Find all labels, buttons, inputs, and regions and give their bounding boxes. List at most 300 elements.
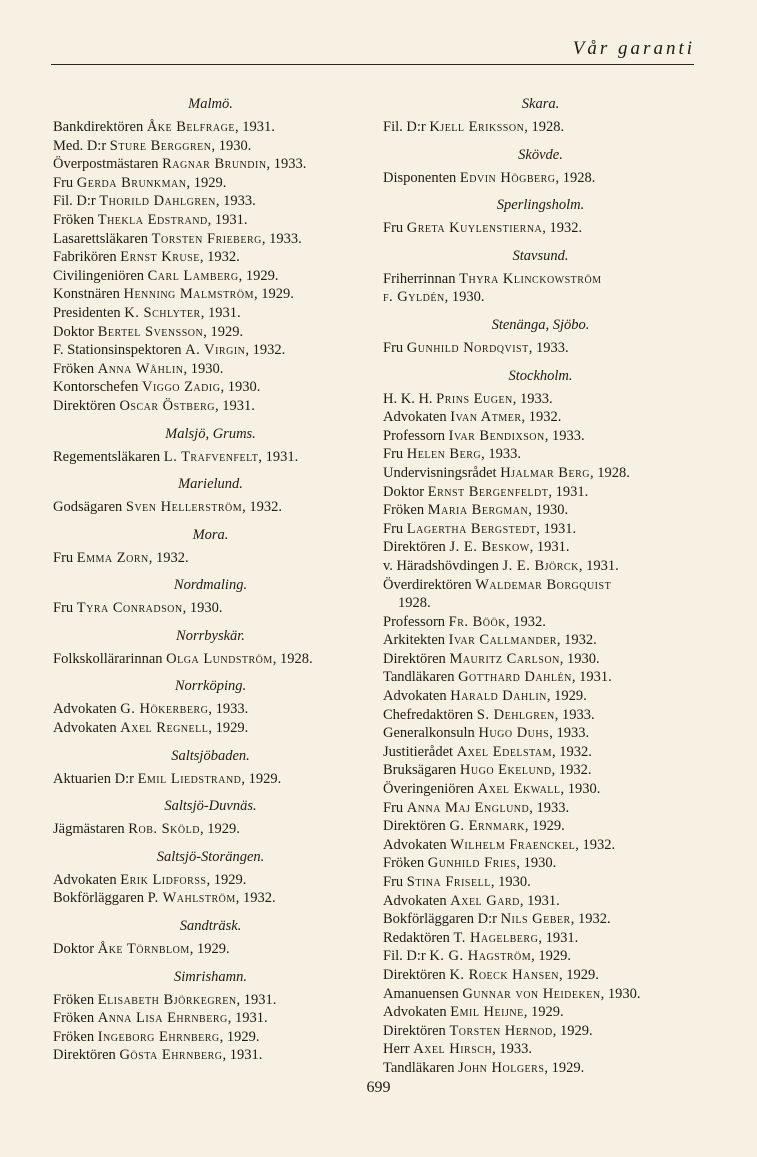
entry-name: Edvin Högberg xyxy=(459,169,556,186)
guarantor-entry: Civilingeniören Carl Lamberg, 1929. xyxy=(53,267,279,284)
entry-name: L. Trafvenfelt xyxy=(163,448,259,465)
guarantor-entry: H. K. H. Prins Eugen, 1933. xyxy=(383,390,553,407)
entry-year: 1933 xyxy=(536,799,566,816)
entry-year: 1929 xyxy=(226,1028,256,1045)
entry-name: Åke Törnblom xyxy=(97,941,190,958)
entry-name: A. Virgin xyxy=(185,342,246,359)
entry-year: 1932 xyxy=(549,220,579,237)
entry-title: Fru xyxy=(383,799,404,816)
guarantor-entry: Advokaten Axel Gard, 1931. xyxy=(383,892,560,909)
entry-year: 1929 xyxy=(538,948,568,965)
entry-title: Advokaten xyxy=(383,688,447,705)
guarantor-entry: Generalkonsuln Hugo Duhs, 1933. xyxy=(383,725,590,742)
entry-name: Ingeborg Ehrnberg xyxy=(97,1028,220,1045)
entry-name: Sven Hellerström xyxy=(125,499,243,516)
entry-year: 1930 xyxy=(218,137,248,154)
guarantor-entry: Direktören J. E. Beskow, 1931. xyxy=(383,539,570,556)
entry-year: 1933 xyxy=(520,390,550,407)
guarantor-entry: Doktor Ernst Bergenfeldt, 1931. xyxy=(383,483,589,500)
entry-name: Thekla Edstrand xyxy=(97,211,208,228)
entry-year: 1933 xyxy=(535,339,565,356)
entry-title: Folkskollärarinnan xyxy=(53,650,163,667)
entry-name: Axel Regnell xyxy=(120,720,209,737)
entry-title: Bankdirektören xyxy=(53,119,144,135)
guarantor-entry: Fil. D:r Thorild Dahlgren, 1933. xyxy=(53,193,256,210)
entry-name: Fr. Böök xyxy=(448,613,506,630)
entry-title: Advokaten xyxy=(383,409,447,426)
entry-name: Ivar Bendixson xyxy=(448,427,545,444)
entry-title: Advokaten xyxy=(383,892,447,909)
entry-title: Fru xyxy=(53,549,74,566)
guarantor-entry: Överingeniören Axel Ekwall, 1930. xyxy=(383,781,601,798)
entry-name: Helen Berg xyxy=(406,446,482,463)
place-heading: Saltsjö-Storängen. xyxy=(156,848,265,865)
entry-title: Kontorschefen xyxy=(53,379,139,396)
entry-name: Carl Lamberg xyxy=(147,267,239,284)
entry-year: 1929 xyxy=(245,267,275,284)
right-column xyxy=(383,95,698,1078)
guarantor-entry-continued: f. Gyldén, 1930. xyxy=(383,289,485,306)
entry-name: Axel Gard xyxy=(450,892,520,909)
entry-name: Emil Heijne xyxy=(450,1004,524,1021)
guarantor-entry: Fröken Anna Lisa Ehrnberg, 1931. xyxy=(53,1010,268,1027)
entry-year: 1933 xyxy=(551,427,581,444)
guarantor-entry: Aktuarien D:r Emil Liedstrand, 1929. xyxy=(53,770,282,787)
guarantor-entry: Advokaten Harald Dahlin, 1929. xyxy=(383,688,587,705)
entry-name: Gerda Brunkman xyxy=(76,174,187,191)
entry-title: Bruksägaren xyxy=(383,762,457,779)
entry-name: Hugo Duhs xyxy=(478,725,550,742)
entry-title: Presidenten xyxy=(53,304,121,321)
entry-name: Viggo Zadig xyxy=(141,379,221,396)
guarantor-entry: Fru Gerda Brunkman, 1929. xyxy=(53,174,227,191)
entry-title: Professorn xyxy=(383,427,446,444)
guarantor-entry: Advokaten Erik Lidforss, 1929. xyxy=(53,871,247,888)
entry-name: Elisabeth Björkegren xyxy=(97,991,237,1008)
entry-year: 1929 xyxy=(559,1022,589,1039)
entry-name: Greta Kuylenstierna xyxy=(406,220,543,237)
entry-year: 1933 xyxy=(273,156,303,173)
entry-name: Bertel Svensson xyxy=(97,323,204,340)
guarantor-entry: Herr Axel Hirsch, 1933. xyxy=(383,1041,533,1058)
entry-title: Fru xyxy=(53,174,74,191)
entry-name: Olga Lundström xyxy=(166,650,273,667)
guarantor-entry-continued: 1928. xyxy=(398,595,431,612)
entry-year: 1933 xyxy=(223,193,253,210)
guarantor-entry: Direktören Oscar Östberg, 1931. xyxy=(53,397,255,414)
entry-year: 1931 xyxy=(545,929,575,946)
guarantor-entry: Doktor Bertel Svensson, 1929. xyxy=(53,323,244,340)
entry-title: Godsägaren xyxy=(53,499,123,516)
entry-title: Tandläkaren xyxy=(383,669,455,686)
guarantor-entry: Advokaten G. Hökerberg, 1933. xyxy=(53,701,249,718)
guarantor-entry: Fru Greta Kuylenstierna, 1932. xyxy=(383,220,583,237)
guarantor-entry: Justitierådet Axel Edelstam, 1932. xyxy=(383,743,592,760)
entry-year: 1931 xyxy=(579,669,609,686)
entry-title: Direktören xyxy=(383,818,446,835)
guarantor-entry: Advokaten Ivan Atmer, 1932. xyxy=(383,409,562,426)
entry-title: Advokaten xyxy=(383,836,447,853)
guarantor-entry: Presidenten K. Schlyter, 1931. xyxy=(53,304,241,321)
entry-year: 1931 xyxy=(229,1047,259,1064)
entry-title: Disponenten xyxy=(383,169,457,186)
entry-name: Ernst Kruse xyxy=(120,249,200,266)
entry-name: Åke Belfrage xyxy=(146,119,235,135)
entry-title: Direktören xyxy=(53,1047,116,1064)
entry-name: K. G. Hagström xyxy=(429,948,532,965)
entry-year: 1928 xyxy=(280,650,310,667)
entry-year: 1932 xyxy=(207,249,237,266)
entry-year: 1929 xyxy=(248,770,278,787)
entry-name: Kjell Eriksson xyxy=(429,119,525,135)
guarantor-entry: Direktören Gösta Ehrnberg, 1931. xyxy=(53,1047,263,1064)
guarantor-entry: Tandläkaren John Holgers, 1929. xyxy=(383,1059,585,1076)
entry-title: Advokaten xyxy=(53,871,117,888)
entry-year: 1929 xyxy=(532,818,562,835)
guarantor-entry: F. Stationsinspektoren A. Virgin, 1932. xyxy=(53,342,286,359)
entry-year: 1931 xyxy=(265,448,295,465)
entry-name: Anna Lisa Ehrnberg xyxy=(97,1010,228,1027)
guarantor-entry: Konstnären Henning Malmström, 1929. xyxy=(53,286,294,303)
entry-name: K. Schlyter xyxy=(124,304,201,321)
entry-title: Redaktören xyxy=(383,929,450,946)
entry-name: S. Dehlgren xyxy=(476,706,555,723)
entry-year: 1929 xyxy=(215,720,245,737)
entry-year: 1931 xyxy=(243,991,273,1008)
entry-title: Fru xyxy=(383,446,404,463)
entry-year: 1929 xyxy=(551,1059,581,1076)
entry-title: Professorn xyxy=(383,613,446,630)
entry-year: 1930 xyxy=(567,781,597,798)
guarantor-entry: Kontorschefen Viggo Zadig, 1930. xyxy=(53,379,261,396)
entry-name: G. Hökerberg xyxy=(120,701,209,718)
entry-year: 1931 xyxy=(555,483,585,500)
entry-name: Ragnar Brundin xyxy=(162,156,267,173)
guarantor-entry: Fröken Maria Bergman, 1930. xyxy=(383,502,569,519)
entry-name: Henning Malmström xyxy=(123,286,254,303)
entry-name: Oscar Östberg xyxy=(119,397,215,414)
place-heading: Saltsjö-Duvnäs. xyxy=(164,798,257,815)
guarantor-entry: Fröken Anna Wåhlin, 1930. xyxy=(53,360,224,377)
entry-title: Justitierådet xyxy=(383,743,454,760)
place-heading: Skara. xyxy=(521,96,560,112)
entry-year: 1932 xyxy=(564,632,594,649)
entry-year: 1931 xyxy=(222,397,252,414)
entry-name: Mauritz Carlson xyxy=(449,650,560,667)
entry-title: v. Häradshövdingen xyxy=(383,557,499,574)
place-heading: Stavsund. xyxy=(512,247,569,264)
entry-title: Amanuensen xyxy=(383,985,459,1002)
guarantor-entry: Bruksägaren Hugo Ekelund, 1932. xyxy=(383,762,592,779)
guarantor-entry: Fröken Ingeborg Ehrnberg, 1929. xyxy=(53,1028,260,1045)
entry-name: Stina Frisell xyxy=(406,874,491,890)
entry-year: 1930 xyxy=(451,289,481,306)
entry-title: Direktören xyxy=(383,1022,446,1039)
guarantor-entry: Professorn Ivar Bendixson, 1933. xyxy=(383,427,585,444)
entry-title: F. Stationsinspektoren xyxy=(53,342,182,359)
entry-title: Fröken xyxy=(53,991,95,1008)
entry-title: Fil. D:r xyxy=(383,119,426,135)
entry-year: 1932 xyxy=(249,499,279,516)
guarantor-entry: Fil. D:r Kjell Eriksson, 1928. xyxy=(383,119,565,135)
entry-title: Överpostmästaren xyxy=(53,156,159,173)
entry-name: Emil Liedstrand xyxy=(137,770,242,787)
entry-year: 1930 xyxy=(498,874,528,890)
entry-title: Aktuarien D:r xyxy=(53,770,134,787)
entry-year: 1932 xyxy=(513,613,543,630)
entry-title: Herr xyxy=(383,1041,410,1058)
entry-year: 1932 xyxy=(577,911,607,928)
entry-name: Thorild Dahlgren xyxy=(99,193,216,210)
guarantor-entry: Fabrikören Ernst Kruse, 1932. xyxy=(53,249,240,266)
entry-name: Gunhild Nordqvist xyxy=(406,339,529,356)
entry-year: 1933 xyxy=(269,230,299,247)
entry-name: Ivan Atmer xyxy=(450,409,522,426)
guarantor-entry: Fröken Thekla Edstrand, 1931. xyxy=(53,211,248,228)
place-heading: Stenänga, Sjöbo. xyxy=(491,316,590,333)
guarantor-entry: Direktören Torsten Hernod, 1929. xyxy=(383,1022,593,1039)
entry-title: Bokförläggaren D:r xyxy=(383,911,497,928)
guarantor-entry: Fru Helen Berg, 1933. xyxy=(383,446,521,463)
guarantor-entry: Chefredaktören S. Dehlgren, 1933. xyxy=(383,706,595,723)
entry-name: Wilhelm Fraenckel xyxy=(450,836,576,853)
entry-year: 1933 xyxy=(488,446,518,463)
guarantor-entry: Jägmästaren Rob. Sköld, 1929. xyxy=(53,821,240,838)
entry-title: Fabrikören xyxy=(53,249,117,266)
place-heading: Malmö. xyxy=(188,96,233,112)
entry-year: 1933 xyxy=(556,725,586,742)
place-heading: Sandträsk. xyxy=(179,918,242,935)
entry-year: 1929 xyxy=(207,821,237,838)
entry-name: J. E. Beskow xyxy=(449,539,530,556)
entry-name: Emma Zorn xyxy=(76,549,149,566)
guarantor-entry: Fru Anna Maj Englund, 1933. xyxy=(383,799,570,816)
guarantor-entry: Fröken Gunhild Fries, 1930. xyxy=(383,855,557,872)
guarantor-entry: Advokaten Wilhelm Fraenckel, 1932. xyxy=(383,836,616,853)
guarantor-entry: Redaktören T. Hagelberg, 1931. xyxy=(383,929,579,946)
entry-year: 1931 xyxy=(234,1010,264,1027)
guarantor-entry: Fil. D:r K. G. Hagström, 1929. xyxy=(383,948,572,965)
entry-year: 1929 xyxy=(530,1004,560,1021)
entry-title: Fröken xyxy=(53,1010,95,1027)
entry-title: H. K. H. xyxy=(383,390,433,407)
entry-title: Advokaten xyxy=(53,720,117,737)
entry-title: Advokaten xyxy=(53,701,117,718)
entry-year: 1933 xyxy=(215,701,245,718)
guarantor-entry: Fru Tyra Conradson, 1930. xyxy=(53,600,223,617)
entry-title: Överingeniören xyxy=(383,781,474,798)
entry-name: Anna Maj Englund xyxy=(406,799,530,816)
entry-year: 1930 xyxy=(189,600,219,617)
entry-name: Tyra Conradson xyxy=(76,600,183,617)
entry-name: Nils Geber xyxy=(500,911,571,928)
guarantor-entry: Advokaten Emil Heijne, 1929. xyxy=(383,1004,564,1021)
entry-name: Ernst Bergenfeldt xyxy=(427,483,549,500)
place-heading: Norrbyskär. xyxy=(176,627,245,644)
entry-year: 1929 xyxy=(210,323,240,340)
entry-title: Doktor xyxy=(53,941,95,958)
entry-name: Gunhild Fries xyxy=(427,855,517,872)
entry-year: 1932 xyxy=(582,836,612,853)
entry-title: Civilingeniören xyxy=(53,267,145,284)
entry-name: Torsten Hernod xyxy=(449,1022,553,1039)
place-heading: Mora. xyxy=(192,526,229,543)
entry-name: Axel Ekwall xyxy=(477,781,561,798)
entry-title: Jägmästaren xyxy=(53,821,125,838)
entry-name: Gösta Ehrnberg xyxy=(119,1047,223,1064)
entry-name: Ivar Callmander xyxy=(448,632,557,649)
entry-year: 1930 xyxy=(535,502,565,519)
entry-year: 1933 xyxy=(499,1041,529,1058)
entry-title: Doktor xyxy=(53,323,95,340)
guarantor-entry: Undervisningsrådet Hjalmar Berg, 1928. xyxy=(383,464,630,481)
entry-name: Lagertha Bergstedt xyxy=(406,520,537,537)
place-heading: Norrköping. xyxy=(174,678,247,695)
guarantor-entry: Disponenten Edvin Högberg, 1928. xyxy=(383,169,596,186)
running-header: Vår garanti xyxy=(572,38,695,59)
guarantor-entry: Bokförläggaren P. Wahlström, 1932. xyxy=(53,890,276,907)
entry-name: Hjalmar Berg xyxy=(500,464,590,481)
guarantor-entry: Tandläkaren Gotthard Dahlén, 1931. xyxy=(383,669,612,686)
entry-title: Chefredaktören xyxy=(383,706,474,723)
entry-title: Fru xyxy=(383,339,404,356)
entry-title: Regementsläkaren xyxy=(53,448,161,465)
entry-title: Undervisningsrådet xyxy=(383,464,497,481)
entry-year: 1932 xyxy=(558,762,588,779)
guarantor-entry: Doktor Åke Törnblom, 1929. xyxy=(53,941,230,958)
guarantor-entry: Bankdirektören Åke Belfrage, 1931. xyxy=(53,119,275,135)
guarantor-entry: v. Häradshövdingen J. E. Björck, 1931. xyxy=(383,557,619,574)
entry-year: 1928 xyxy=(562,169,592,186)
guarantor-entry: Med. D:r Sture Berggren, 1930. xyxy=(53,137,252,154)
entry-title: Direktören xyxy=(383,966,446,983)
entry-title: Advokaten xyxy=(383,1004,447,1021)
entry-name: Waldemar Borgquist xyxy=(475,576,612,593)
guarantor-entry: Arkitekten Ivar Callmander, 1932. xyxy=(383,632,597,649)
entry-name: G. Ernmark xyxy=(449,818,525,835)
entry-title: Fru xyxy=(53,600,74,617)
entry-title: Fröken xyxy=(53,1028,95,1045)
entry-year: 1931 xyxy=(207,304,237,321)
entry-year: 1930 xyxy=(190,360,220,377)
entry-year: 1928 xyxy=(398,595,427,612)
entry-title: Bokförläggaren xyxy=(53,890,144,907)
guarantor-entry: Fru Stina Frisell, 1930. xyxy=(383,874,531,890)
place-heading: Marielund. xyxy=(178,476,243,493)
entry-title: Friherrinnan xyxy=(383,270,456,287)
entry-title: Konstnären xyxy=(53,286,120,303)
entry-year: 1932 xyxy=(243,890,273,907)
guarantor-entry: Amanuensen Gunnar von Heideken, 1930. xyxy=(383,985,641,1002)
entry-name: Axel Edelstam xyxy=(456,743,553,760)
left-column xyxy=(53,95,368,1065)
entry-name: Torsten Frieberg xyxy=(151,230,262,247)
entry-year: 1929 xyxy=(213,871,243,888)
entry-title: Generalkonsuln xyxy=(383,725,475,742)
place-heading: Nordmaling. xyxy=(173,577,248,594)
place-heading: Skövde. xyxy=(518,146,563,163)
guarantor-entry: Överpostmästaren Ragnar Brundin, 1933. xyxy=(53,156,307,173)
entry-year: 1931 xyxy=(527,892,557,909)
entry-title: Fröken xyxy=(383,855,425,872)
entry-year: 1931 xyxy=(543,520,573,537)
entry-year: 1929 xyxy=(197,941,226,958)
entry-year: 1933 xyxy=(562,706,592,723)
entry-year: 1929 xyxy=(554,688,584,705)
entry-title: Direktören xyxy=(383,539,446,556)
place-heading: Malsjö, Grums. xyxy=(165,425,256,442)
place-heading: Saltsjöbaden. xyxy=(171,747,250,764)
guarantor-entry: Folkskollärarinnan Olga Lundström, 1928. xyxy=(53,650,313,667)
entry-title: Lasarettsläkaren xyxy=(53,230,149,247)
place-heading: Sperlingsholm. xyxy=(496,197,585,214)
entry-name: Gunnar von Heideken xyxy=(462,985,601,1002)
guarantor-entry: Fru Lagertha Bergstedt, 1931. xyxy=(383,520,577,537)
entry-year: 1929 xyxy=(261,286,291,303)
guarantor-entry: Regementsläkaren L. Trafvenfelt, 1931. xyxy=(53,448,299,465)
entry-title: Tandläkaren xyxy=(383,1059,455,1076)
entry-year: 1932 xyxy=(528,409,558,426)
guarantor-entry: Direktören G. Ernmark, 1929. xyxy=(383,818,565,835)
guarantor-entry: Lasarettsläkaren Torsten Frieberg, 1933. xyxy=(53,230,302,247)
entry-year: 1932 xyxy=(252,342,282,359)
entry-name: J. E. Björck xyxy=(502,557,579,574)
entry-name-continued: f. Gyldén xyxy=(383,289,445,306)
entry-year: 1932 xyxy=(156,549,185,566)
guarantor-entry: Advokaten Axel Regnell, 1929. xyxy=(53,720,249,737)
entry-year: 1930 xyxy=(567,650,597,667)
entry-title: Direktören xyxy=(383,650,446,667)
entry-year: 1931 xyxy=(242,119,272,135)
guarantor-entry xyxy=(383,270,698,289)
guarantor-entry: Direktören K. Roeck Hansen, 1929. xyxy=(383,966,599,983)
entry-title: Fil. D:r xyxy=(383,948,426,965)
header-rule xyxy=(51,64,694,65)
entry-title: Fröken xyxy=(53,360,95,377)
entry-year: 1929 xyxy=(566,966,596,983)
entry-name: Erik Lidforss xyxy=(120,871,207,888)
guarantor-entry xyxy=(383,576,698,595)
entry-title: Fröken xyxy=(53,211,95,228)
entry-year: 1928 xyxy=(531,119,561,135)
entry-name: Hugo Ekelund xyxy=(459,762,552,779)
entry-name: Harald Dahlin xyxy=(450,688,547,705)
entry-year: 1931 xyxy=(536,539,566,556)
place-heading: Stockholm. xyxy=(508,367,573,384)
entry-year: 1928 xyxy=(597,464,627,481)
entry-title: Doktor xyxy=(383,483,425,500)
guarantor-entry: Fröken Elisabeth Björkegren, 1931. xyxy=(53,991,277,1008)
entry-name: K. Roeck Hansen xyxy=(449,966,559,983)
guarantor-entry: Godsägaren Sven Hellerström, 1932. xyxy=(53,499,283,516)
entry-title: Arkitekten xyxy=(383,632,446,649)
guarantor-entry: Fru Emma Zorn, 1932. xyxy=(53,549,189,566)
entry-name: Rob. Sköld xyxy=(128,821,200,838)
entry-year: 1930 xyxy=(227,379,257,396)
guarantor-entry: Bokförläggaren D:r Nils Geber, 1932. xyxy=(383,911,611,928)
entry-year: 1930 xyxy=(523,855,553,872)
entry-name: John Holgers xyxy=(458,1059,545,1076)
entry-name: P. Wahlström xyxy=(147,890,236,907)
entry-name: Prins Eugen xyxy=(436,390,513,407)
entry-name: T. Hagelberg xyxy=(453,929,539,946)
guarantor-entry: Direktören Mauritz Carlson, 1930. xyxy=(383,650,600,667)
entry-year: 1931 xyxy=(586,557,616,574)
entry-title: Fil. D:r xyxy=(53,193,96,210)
guarantor-entry: Fru Gunhild Nordqvist, 1933. xyxy=(383,339,569,356)
entry-name: Thyra Klinckowström xyxy=(459,270,602,287)
entry-year: 1931 xyxy=(214,211,244,228)
